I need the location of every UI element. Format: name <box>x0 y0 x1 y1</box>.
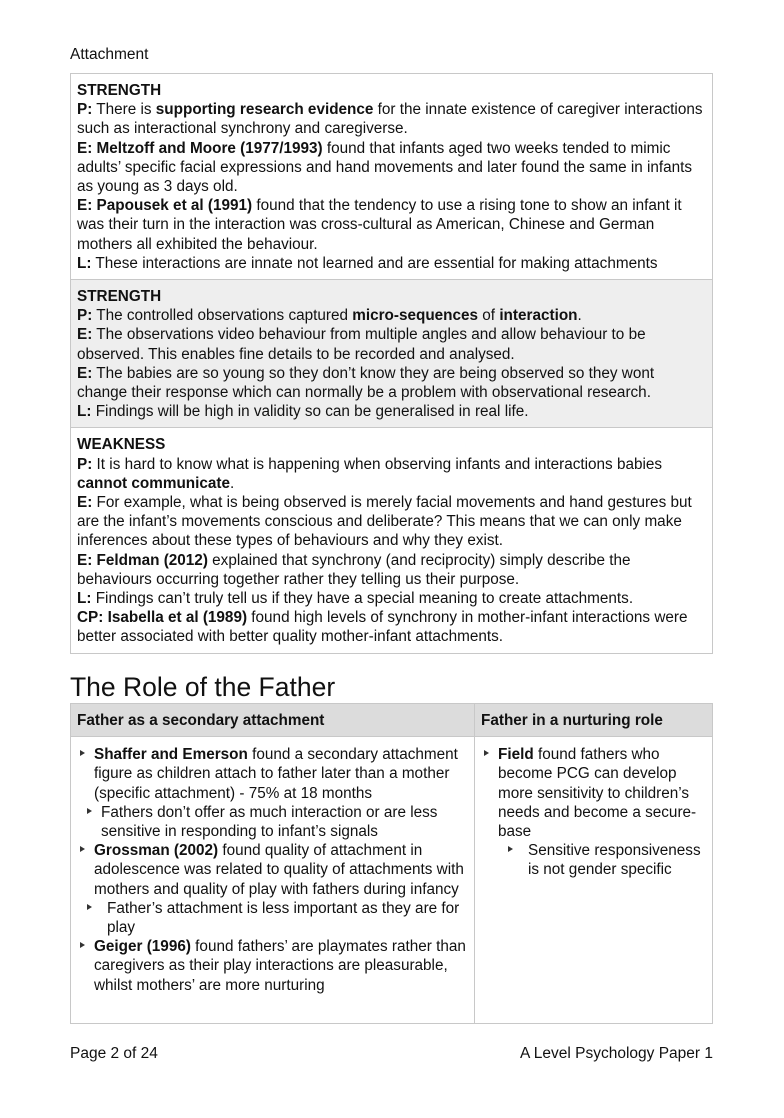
list-item: Geiger (1996) found fathers’ are playmates rather than caregivers as their play interactions are pleasurable, whilst mothers’ are more nurturing <box>77 937 468 995</box>
eval-evidence: E: For example, what is being observed is merely facial movements and hand gestures but are the infant’s movements conscious and deliberate? This means that we can only make inferences about these types of behaviours and why they exist. <box>77 494 692 550</box>
eval-link: L: Findings will be high in validity so can be generalised in real life. <box>77 403 529 421</box>
page-header-title: Attachment <box>70 46 149 63</box>
eval-evidence: E: Feldman (2012) explained that synchrony (and reciprocity) simply describe the behaviours occurring together rather they telling us their purpose. <box>77 551 631 588</box>
evaluation-row-weakness <box>71 428 713 653</box>
nurturing-role-cell <box>475 737 713 1024</box>
eval-link: L: Findings can’t truly tell us if they have a special meaning to create attachments. <box>77 590 634 608</box>
eval-evidence: E: The observations video behaviour from multiple angles and allow behaviour to be observed. This enables fine details to be recorded and analysed. <box>77 326 646 363</box>
eval-point: P: The controlled observations captured micro-sequences of interaction. <box>77 307 582 325</box>
triangle-bullet-icon <box>80 942 85 948</box>
eval-evidence: E: Meltzoff and Moore (1977/1993) found that infants aged two weeks tended to mimic adults’ specific facial expressions and hand movements and later found the same in infants as young as 3 days old. <box>77 139 693 196</box>
triangle-bullet-icon <box>80 846 85 852</box>
eval-heading: WEAKNESS <box>77 436 166 454</box>
list-item: Sensitive responsiveness is not gender specific <box>498 841 706 879</box>
triangle-bullet-icon <box>87 904 92 910</box>
footer-subject: A Level Psychology Paper 1 <box>519 1045 713 1062</box>
eval-evidence: E: Papousek et al (1991) found that the tendency to use a rising tone to show an infant it was their turn in the interaction was cross-cultural as American, Chinese and German mothers all exhibited the behaviour. <box>77 197 682 253</box>
list-item: Grossman (2002) found quality of attachment in adolescence was related to quality of attachments with mothers and quality of play with fathers during infancy Father’s attachment is less important as they are for play <box>77 841 468 937</box>
evaluation-row-strength-1 <box>71 74 713 280</box>
list-item: Fathers don’t offer as much interaction or are less sensitive in responding to infant’s signals <box>77 803 468 841</box>
section-title: The Role of the Father <box>70 672 336 702</box>
secondary-attachment-cell <box>71 737 475 1024</box>
evaluation-row-strength-2 <box>71 280 713 428</box>
eval-evidence: E: The babies are so young so they don’t know they are being observed so they wont change their response which can normally be a problem with observational research. <box>77 364 655 402</box>
evaluation-table <box>70 73 713 654</box>
eval-link: L: These interactions are innate not learned and are essential for making attachments <box>77 254 658 272</box>
bullet-list <box>481 745 706 879</box>
eval-counterpoint: CP: Isabella et al (1989) found high levels of synchrony in mother-infant interactions were better associated with better quality mother-infant attachments. <box>77 609 688 646</box>
triangle-bullet-icon <box>87 808 92 814</box>
triangle-bullet-icon <box>484 750 489 756</box>
column-header-secondary-attachment: Father as a secondary attachment <box>71 704 475 737</box>
page-number: Page 2 of 24 <box>70 1045 158 1062</box>
triangle-bullet-icon <box>508 846 513 852</box>
column-header-nurturing-role: Father in a nurturing role <box>475 704 713 737</box>
list-item: Field found fathers who become PCG can develop more sensitivity to children’s needs and become a secure-base Sensitive responsiveness is not gender specific <box>481 745 706 879</box>
bullet-list <box>77 745 468 995</box>
list-item: Shaffer and Emerson found a secondary attachment figure as children attach to father later than a mother (specific attachment) - 75% at 18 months Fathers don’t offer as much interaction or are less sensitive in responding to infant’s signals <box>77 745 468 841</box>
list-item: Father’s attachment is less important as they are for play <box>77 899 468 937</box>
eval-heading: STRENGTH <box>77 82 162 99</box>
father-role-table <box>70 703 713 1024</box>
eval-point: P: There is supporting research evidence for the innate existence of caregiver interactions such as interactional synchrony and caregiverse. <box>77 101 703 138</box>
triangle-bullet-icon <box>80 750 85 756</box>
eval-point: P: It is hard to know what is happening when observing infants and interactions babies cannot communicate. <box>77 455 663 492</box>
eval-heading: STRENGTH <box>77 288 162 306</box>
